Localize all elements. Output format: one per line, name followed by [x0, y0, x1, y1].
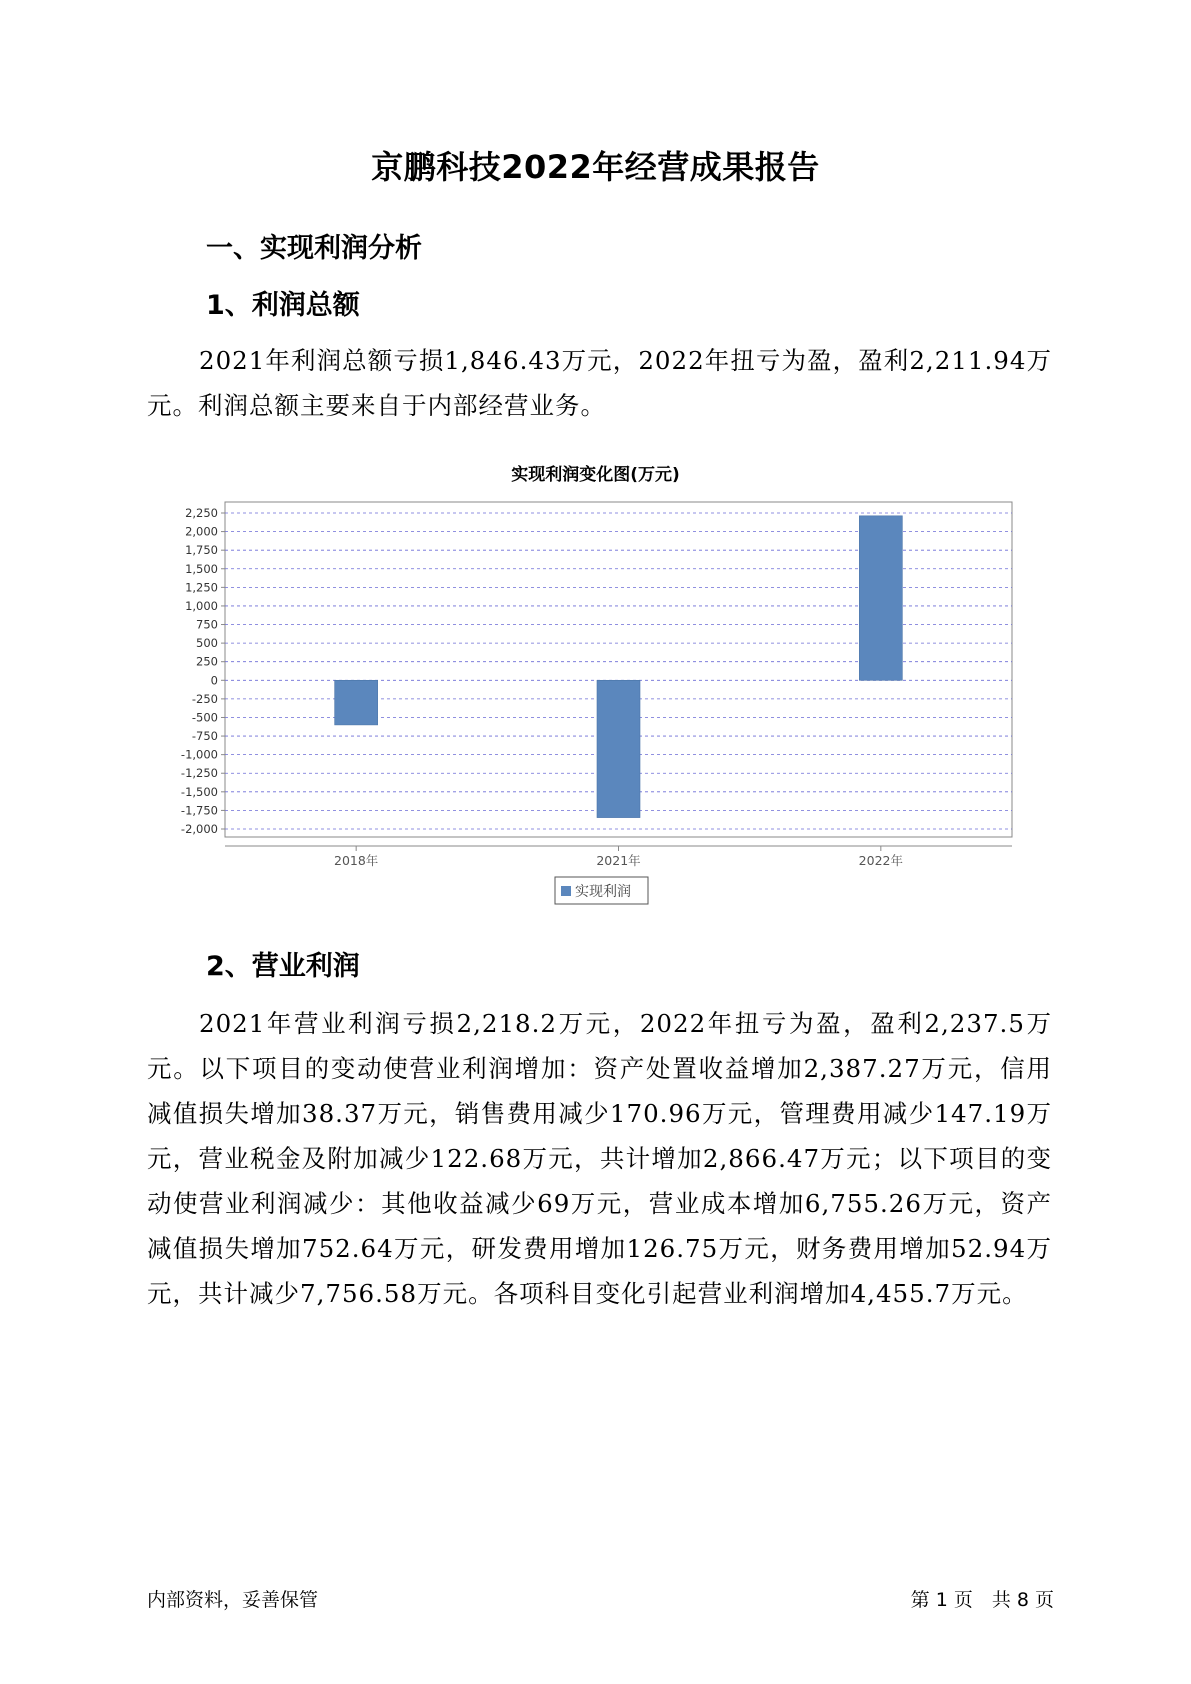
footer-confidential-note: 内部资料，妥善保管	[147, 1589, 319, 1611]
y-tick-label: -1,250	[180, 766, 218, 781]
footer-page-number: 第 1 页 共 8 页	[910, 1589, 1054, 1611]
y-tick-label: -750	[191, 729, 218, 744]
subsection-heading-operating-profit: 2、营业利润	[206, 951, 360, 982]
operating-profit-paragraph: 2021年营业利润亏损2,218.2万元，2022年扭亏为盈，盈利2,237.5万元。以下项目的变动使营业利润增加：资产处置收益增加2,387.27万元，信用减值损失增加38.37万元，销售费用减少170.96万元，管理费用减少147.19万元，营业税金及附加减少122.68万元，共计增加2,866.47万元；以下项目的变动使营业利润减少：其他收益减少69万元，营业成本增加6,755.26万元，资产减值损失增加752.64万元，研发费用增加126.75万元，财务费用增加52.94万元，共计减少7,756.58万元。各项科目变化引起营业利润增加4,455.7万元。	[147, 1009, 1052, 1308]
y-tick-label: -1,750	[180, 803, 218, 818]
y-tick-label: -500	[191, 710, 218, 725]
profit-total-paragraph: 2021年利润总额亏损1,846.43万元，2022年扭亏为盈，盈利2,211.94万元。利润总额主要来自于内部经营业务。	[147, 346, 1052, 420]
chart-title: 实现利润变化图(万元)	[511, 465, 680, 485]
report-title: 京鹏科技2022年经营成果报告	[371, 148, 820, 186]
y-tick-label: -2,000	[180, 822, 218, 836]
y-tick-label: 1,750	[185, 543, 218, 558]
y-tick-label: -1,000	[180, 747, 218, 762]
section-heading: 一、实现利润分析	[206, 233, 422, 264]
y-tick-label: 1,250	[185, 580, 218, 595]
bar	[597, 680, 640, 817]
x-tick-label: 2021年	[596, 853, 641, 868]
y-tick-label: -1,500	[180, 784, 218, 799]
y-tick-label: 0	[210, 673, 218, 688]
bar	[859, 516, 902, 680]
y-tick-label: 250	[196, 654, 218, 669]
x-tick-label: 2018年	[334, 853, 379, 868]
y-tick-label: 750	[196, 617, 218, 632]
y-tick-label: 2,250	[185, 506, 218, 520]
y-tick-label: 2,000	[185, 524, 218, 539]
y-tick-label: 500	[196, 636, 218, 651]
legend-swatch	[561, 886, 571, 896]
bar	[335, 680, 378, 725]
legend-label: 实现利润	[575, 884, 631, 900]
y-tick-label: -250	[191, 691, 218, 706]
y-tick-label: 1,500	[185, 561, 218, 576]
x-tick-label: 2022年	[858, 853, 903, 868]
y-tick-label: 1,000	[185, 598, 218, 613]
subsection-heading-profit-total: 1、利润总额	[206, 290, 360, 321]
